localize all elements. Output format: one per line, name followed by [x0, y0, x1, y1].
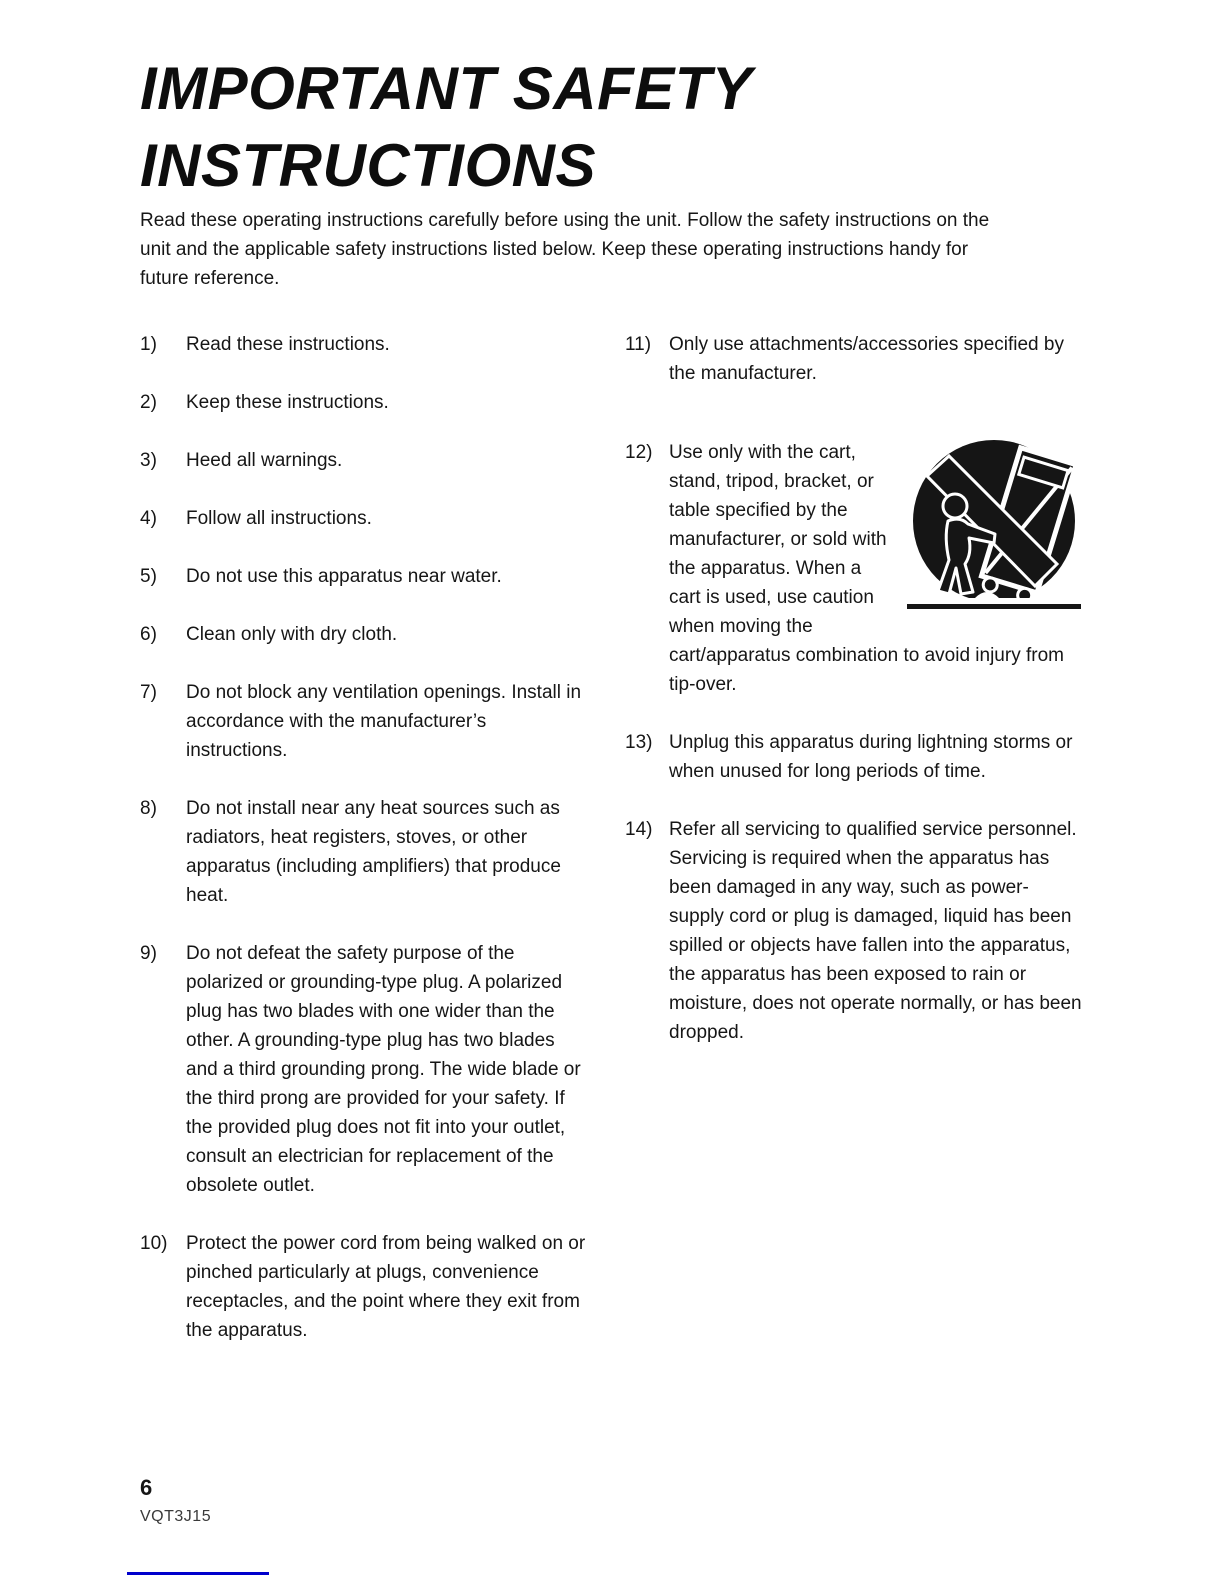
instruction-item-12: [625, 438, 1083, 699]
item-body-with-icon: [669, 438, 1083, 699]
cart-tip-over-warning-icon: [905, 434, 1083, 629]
item-text: Use only with the cart, stand, tripod, bracket, or table specified by the manufacturer, or sold with the apparatus. When a cart is used, use caution when moving the cart/apparatus combination to avoid injury from tip-over.: [669, 442, 1064, 695]
item-text: Heed all warnings.: [186, 450, 343, 471]
item-text: Refer all servicing to qualified service personnel. Servicing is required when the apparatus has been damaged in any way, such as power-supply cord or plug is damaged, liquid has been spilled or objects have fallen into the apparatus, the apparatus has been exposed to rain or moisture, does not operate normally, or has been dropped.: [669, 819, 1082, 1043]
item-number: 6): [140, 624, 157, 645]
item-number: 11): [625, 334, 652, 355]
item-text: Follow all instructions.: [186, 508, 372, 529]
instruction-item-11: [625, 330, 1083, 388]
item-number: 2): [140, 392, 157, 413]
item-text: Do not use this apparatus near water.: [186, 566, 502, 587]
item-number: 9): [140, 943, 157, 964]
instruction-list-left: [140, 330, 586, 1374]
page-title-line2: INSTRUCTIONS: [140, 132, 596, 199]
item-text: Unplug this apparatus during lightning storms or when unused for long periods of time.: [669, 732, 1073, 782]
instruction-item-2: [140, 388, 586, 417]
instruction-list-right: [625, 330, 1083, 1076]
item-text: Do not block any ventilation openings. Install in accordance with the manufacturer’s instructions.: [186, 682, 582, 761]
item-text: Keep these instructions.: [186, 392, 389, 413]
item-number: 12): [625, 442, 653, 463]
instruction-item-3: [140, 446, 586, 475]
item-text: Clean only with dry cloth.: [186, 624, 398, 645]
item-text: Do not install near any heat sources such as radiators, heat registers, stoves, or other apparatus (including amplifiers) that produce heat.: [186, 798, 561, 906]
instruction-item-6: [140, 620, 586, 649]
instruction-item-1: [140, 330, 586, 359]
item-number: 3): [140, 450, 157, 471]
instruction-item-10: [140, 1229, 586, 1345]
instruction-item-13: [625, 728, 1083, 786]
item-number: 13): [625, 732, 653, 753]
instruction-item-5: [140, 562, 586, 591]
item-number: 14): [625, 819, 653, 840]
page-number: 6: [140, 1475, 153, 1500]
item-number: 7): [140, 682, 157, 703]
item-number: 5): [140, 566, 157, 587]
item-text: Read these instructions.: [186, 334, 390, 355]
instruction-item-7: [140, 678, 586, 765]
instruction-item-4: [140, 504, 586, 533]
instruction-item-8: [140, 794, 586, 910]
item-number: 10): [140, 1233, 168, 1254]
intro-paragraph: Read these operating instructions carefully before using the unit. Follow the safety instructions on the unit and the applicable safety instructions listed below. Keep these operating instructions handy for future reference.: [140, 210, 990, 289]
page-title: [140, 50, 752, 204]
page-title-line1: IMPORTANT SAFETY: [140, 55, 753, 122]
instruction-item-14: [625, 815, 1083, 1047]
footer-rule: [127, 1572, 269, 1575]
item-text: Only use attachments/accessories specified by the manufacturer.: [669, 334, 1064, 384]
doc-code: VQT3J15: [140, 1508, 212, 1525]
item-text: Do not defeat the safety purpose of the polarized or grounding-type plug. A polarized plug has two blades with one wider than the other. A grounding-type plug has two blades and a third grounding prong. The wide blade or the third prong are provided for your safety. If the provided plug does not fit into your outlet, consult an electrician for replacement of the obsolete outlet.: [186, 943, 581, 1196]
item-number: 8): [140, 798, 157, 819]
item-text: Protect the power cord from being walked on or pinched particularly at plugs, convenience receptacles, and the point where they exit from the apparatus.: [186, 1233, 586, 1341]
instruction-item-9: [140, 939, 586, 1200]
item-number: 4): [140, 508, 157, 529]
item-number: 1): [140, 334, 157, 355]
